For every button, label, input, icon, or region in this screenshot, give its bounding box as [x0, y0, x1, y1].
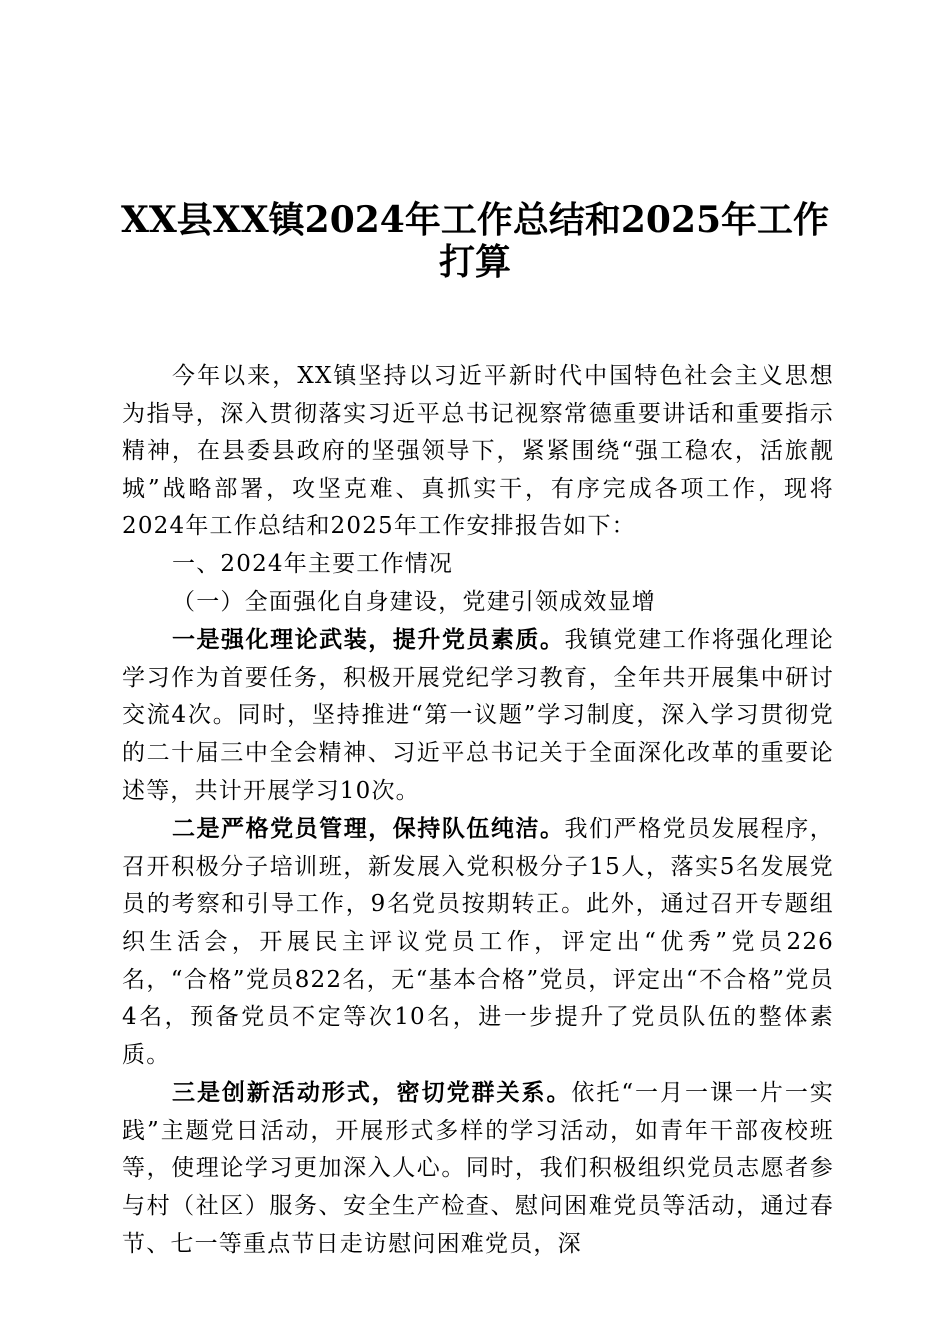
paragraph-lead: 三是创新活动形式，密切党群关系。: [172, 1079, 572, 1107]
document-title-line1: XX县XX镇2024年工作总结和2025年工作: [120, 199, 830, 241]
document-title-line2: 打算: [438, 241, 511, 283]
paragraph-text: 依托“一月一课一片一实践”主题党日活动，开展形式多样的学习活动，如青年干部夜校班等，使理论学习更加深入人心。同时，我们积极组织党员志愿者参与村（社区）服务、安全生产检查、慰问困难党员等活动，通过春节、七一等重点节日走访慰问困难党员，深: [122, 1080, 834, 1257]
subsection-heading: （一）全面强化自身建设，党建引领成效显增: [172, 588, 656, 615]
paragraph-text: 我镇党建工作将强化理论学习作为首要任务，积极开展党纪学习教育，全年共开展集中研讨交流4次。同时，坚持推进“第一议题”学习制度，深入学习贯彻党的二十届三中全会精神、习近平总书记关于全面深化改革的重要论述等，共计开展学习10次。: [122, 627, 835, 804]
body-paragraph-2: [122, 810, 834, 1074]
document-body: [122, 358, 834, 1263]
section-heading: 一、2024年主要工作情况: [172, 550, 454, 577]
paragraph-lead: 二是严格党员管理，保持队伍纯洁。: [172, 815, 565, 843]
body-paragraph-1: [122, 621, 834, 810]
body-paragraph-3: [122, 1074, 834, 1263]
intro-paragraph: 今年以来，XX镇坚持以习近平新时代中国特色社会主义思想为指导，深入贯彻落实习近平总书记视察常德重要讲话和重要指示精神，在县委县政府的坚强领导下，紧紧围绕“强工稳农，活旅靓城”战略部署，攻坚克难、真抓实干，有序完成各项工作，现将2024年工作总结和2025年工作安排报告如下：: [122, 363, 834, 540]
paragraph-text: 我们严格党员发展程序，召开积极分子培训班，新发展入党积极分子15人，落实5名发展党员的考察和引导工作，9名党员按期转正。此外，通过召开专题组织生活会，开展民主评议党员工作，评定出“优秀”党员226名，“合格”党员822名，无“基本合格”党员，评定出“不合格”党员4名，预备党员不定等次10名，进一步提升了党员队伍的整体素质。: [122, 816, 835, 1068]
paragraph-lead: 一是强化理论武装，提升党员素质。: [172, 626, 565, 654]
